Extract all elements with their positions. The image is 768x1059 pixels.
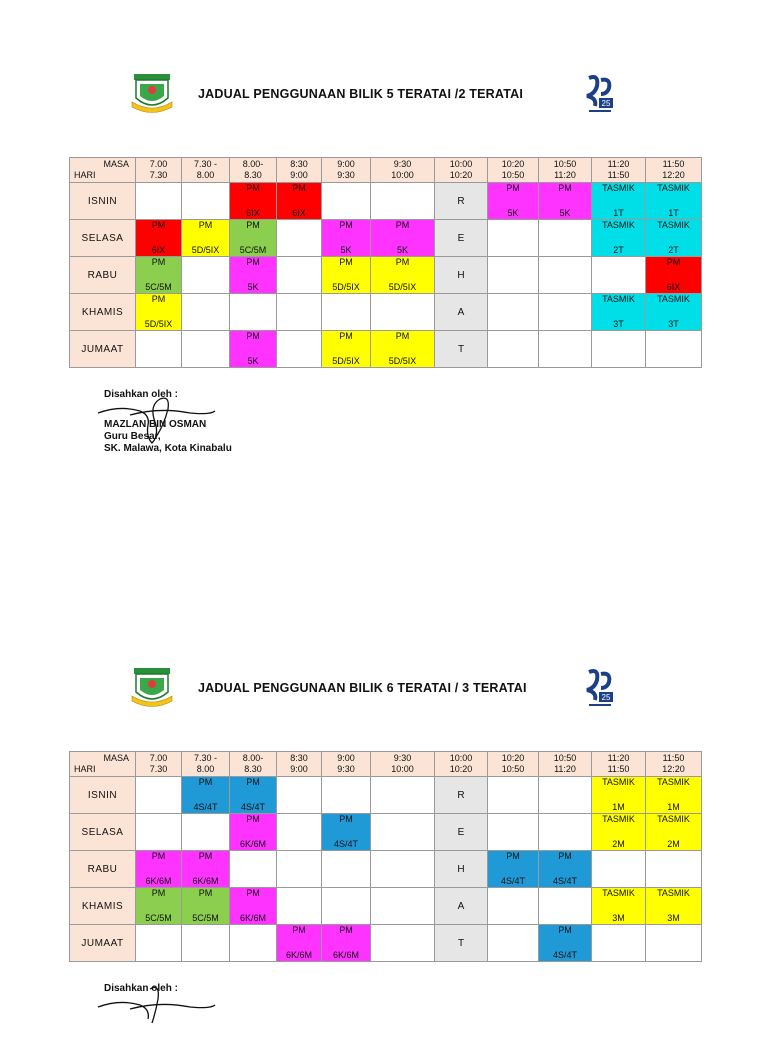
table-row <box>70 888 702 925</box>
class-slot <box>230 814 277 851</box>
empty-slot <box>322 851 371 888</box>
day-label: JUMAAT <box>70 331 136 368</box>
time-slot-header: 8.00- 8.30 <box>230 752 277 777</box>
class-label: 4S/4T <box>500 876 525 886</box>
class-label: 6IX <box>246 208 260 218</box>
empty-slot <box>277 220 322 257</box>
class-slot <box>322 220 371 257</box>
day-label: ISNIN <box>70 777 136 814</box>
time-slot-header: 11:20 11:50 <box>592 158 646 183</box>
rehat-cell: E <box>435 814 488 851</box>
empty-slot <box>277 777 322 814</box>
time-slot-header: 8:30 9:00 <box>277 158 322 183</box>
empty-slot <box>322 777 371 814</box>
subject-label: PM <box>246 331 260 341</box>
time-slot-header: 10:20 10:50 <box>488 752 539 777</box>
subject-label: PM <box>558 183 572 193</box>
empty-slot <box>539 888 592 925</box>
class-label: 6IX <box>666 282 681 292</box>
class-label: 5C/5M <box>145 913 172 923</box>
subject-label: PM <box>198 220 213 230</box>
time-slot-header: 11:20 11:50 <box>592 752 646 777</box>
empty-slot <box>230 294 277 331</box>
class-slot <box>371 257 435 294</box>
class-slot <box>646 220 702 257</box>
empty-slot <box>182 294 230 331</box>
class-slot <box>592 294 646 331</box>
class-slot <box>277 183 322 220</box>
rehat-cell: R <box>435 183 488 220</box>
class-slot <box>371 220 435 257</box>
subject-label: PM <box>506 183 520 193</box>
table-row <box>70 925 702 962</box>
day-label: SELASA <box>70 814 136 851</box>
subject-label: TASMIK <box>657 814 690 824</box>
subject-label: TASMIK <box>657 777 690 787</box>
class-label: 6K/6M <box>239 839 266 849</box>
subject-label: PM <box>339 220 353 230</box>
subject-label: PM <box>198 888 213 898</box>
rehat-cell: H <box>435 257 488 294</box>
empty-slot <box>182 814 230 851</box>
subject-label: PM <box>151 257 166 267</box>
empty-slot <box>539 294 592 331</box>
hari-label: HARI <box>74 764 96 774</box>
class-label: 1M <box>612 802 625 812</box>
table-row <box>70 851 702 888</box>
subject-label: PM <box>395 331 410 341</box>
corner-header <box>70 752 136 777</box>
class-label: 2T <box>613 245 624 255</box>
masa-label: MASA <box>103 753 129 763</box>
schedule-title: JADUAL PENGGUNAAN BILIK 6 TERATAI / 3 TERATAI <box>198 681 527 695</box>
class-label: 5D/5IX <box>332 282 360 292</box>
class-slot <box>182 777 230 814</box>
class-slot <box>230 888 277 925</box>
time-slot-header: 9:00 9:30 <box>322 158 371 183</box>
subject-label: TASMIK <box>602 777 635 787</box>
empty-slot <box>488 888 539 925</box>
subject-label: PM <box>246 777 260 787</box>
empty-slot <box>488 925 539 962</box>
class-label: 6IX <box>151 245 166 255</box>
empty-slot <box>646 331 702 368</box>
empty-slot <box>592 257 646 294</box>
empty-slot <box>592 925 646 962</box>
class-slot <box>136 851 182 888</box>
empty-slot <box>277 851 322 888</box>
class-slot <box>488 183 539 220</box>
empty-slot <box>277 888 322 925</box>
empty-slot <box>277 257 322 294</box>
class-slot <box>592 183 646 220</box>
class-label: 2T <box>668 245 679 255</box>
time-slot-header: 9:30 10:00 <box>371 752 435 777</box>
empty-slot <box>539 814 592 851</box>
subject-label: PM <box>246 888 260 898</box>
empty-slot <box>371 888 435 925</box>
school-crest-logo <box>130 72 174 116</box>
rehat-cell: R <box>435 777 488 814</box>
class-slot <box>646 888 702 925</box>
empty-slot <box>322 294 371 331</box>
time-slot-header: 7.00 7.30 <box>136 158 182 183</box>
empty-slot <box>592 331 646 368</box>
subject-label: PM <box>395 220 410 230</box>
time-slot-header: 7.30 - 8.00 <box>182 752 230 777</box>
empty-slot <box>136 814 182 851</box>
empty-slot <box>592 851 646 888</box>
class-label: 1M <box>667 802 680 812</box>
anniversary-25-logo <box>583 72 617 116</box>
subject-label: PM <box>558 851 572 861</box>
class-slot <box>646 257 702 294</box>
class-label: 3T <box>613 319 624 329</box>
subject-label: PM <box>246 814 260 824</box>
empty-slot <box>182 257 230 294</box>
rehat-cell: A <box>435 888 488 925</box>
rehat-cell: A <box>435 294 488 331</box>
empty-slot <box>136 925 182 962</box>
class-label: 4S/4T <box>552 876 577 886</box>
class-slot <box>539 851 592 888</box>
empty-slot <box>539 220 592 257</box>
day-label: SELASA <box>70 220 136 257</box>
class-label: 6IX <box>292 208 306 218</box>
class-slot <box>646 777 702 814</box>
day-label: KHAMIS <box>70 294 136 331</box>
class-label: 6K/6M <box>332 950 359 960</box>
time-slot-header: 10:20 10:50 <box>488 158 539 183</box>
day-label: RABU <box>70 257 136 294</box>
class-slot <box>592 777 646 814</box>
subject-label: PM <box>666 257 681 267</box>
time-slot-header: 10:50 11:20 <box>539 158 592 183</box>
subject-label: PM <box>198 777 213 787</box>
subject-label: PM <box>292 183 306 193</box>
class-label: 5D/5IX <box>332 356 360 366</box>
time-slot-header: 10:00 10:20 <box>435 752 488 777</box>
subject-label: TASMIK <box>657 294 690 304</box>
class-label: 3M <box>667 913 680 923</box>
subject-label: TASMIK <box>602 294 635 304</box>
day-label: JUMAAT <box>70 925 136 962</box>
subject-label: PM <box>151 888 166 898</box>
class-slot <box>488 851 539 888</box>
svg-text:25: 25 <box>601 99 611 108</box>
time-slot-header: 8.00- 8.30 <box>230 158 277 183</box>
class-slot <box>539 925 592 962</box>
class-slot <box>230 220 277 257</box>
class-label: 6K/6M <box>285 950 312 960</box>
subject-label: PM <box>339 925 353 935</box>
time-slot-header: 11:50 12:20 <box>646 752 702 777</box>
empty-slot <box>182 925 230 962</box>
subject-label: TASMIK <box>657 220 690 230</box>
signature-block <box>104 983 178 995</box>
class-slot <box>592 814 646 851</box>
corner-header <box>70 158 136 183</box>
class-label: 5K <box>247 356 259 366</box>
class-slot <box>646 183 702 220</box>
empty-slot <box>136 183 182 220</box>
class-slot <box>592 888 646 925</box>
class-slot <box>230 777 277 814</box>
class-slot <box>230 183 277 220</box>
empty-slot <box>539 257 592 294</box>
class-label: 5C/5M <box>145 282 172 292</box>
empty-slot <box>371 294 435 331</box>
class-label: 3T <box>668 319 679 329</box>
subject-label: PM <box>151 220 166 230</box>
table-row <box>70 777 702 814</box>
class-label: 6K/6M <box>145 876 172 886</box>
empty-slot <box>230 851 277 888</box>
subject-label: PM <box>339 331 353 341</box>
empty-slot <box>277 331 322 368</box>
hari-label: HARI <box>74 170 96 180</box>
time-slot-header: 10:00 10:20 <box>435 158 488 183</box>
class-label: 3M <box>612 913 625 923</box>
class-label: 2M <box>667 839 680 849</box>
header-row <box>70 752 702 777</box>
class-slot <box>182 888 230 925</box>
time-slot-header: 7.00 7.30 <box>136 752 182 777</box>
empty-slot <box>371 183 435 220</box>
subject-label: PM <box>395 257 410 267</box>
approved-by-label: Disahkan oleh : <box>104 983 178 994</box>
table-row <box>70 220 702 257</box>
subject-label: PM <box>246 257 260 267</box>
subject-label: TASMIK <box>602 183 635 193</box>
subject-label: PM <box>151 294 166 304</box>
empty-slot <box>539 777 592 814</box>
time-slot-header: 10:50 11:20 <box>539 752 592 777</box>
class-label: 5K <box>340 245 352 255</box>
class-label: 5C/5M <box>239 245 267 255</box>
subject-label: PM <box>506 851 520 861</box>
class-slot <box>322 331 371 368</box>
empty-slot <box>646 851 702 888</box>
school-name: SK. Malawa, Kota Kinabalu <box>104 443 232 454</box>
table-row <box>70 814 702 851</box>
class-label: 4S/4T <box>333 839 358 849</box>
table-row <box>70 294 702 331</box>
time-slot-header: 9:30 10:00 <box>371 158 435 183</box>
class-slot <box>646 294 702 331</box>
empty-slot <box>539 331 592 368</box>
subject-label: TASMIK <box>602 220 635 230</box>
class-label: 1T <box>668 208 679 218</box>
timetable <box>69 751 702 962</box>
principal-position: Guru Besar, <box>104 431 161 442</box>
class-slot <box>322 257 371 294</box>
class-label: 6K/6M <box>239 913 266 923</box>
class-label: 5K <box>507 208 519 218</box>
class-slot <box>371 331 435 368</box>
class-slot <box>592 220 646 257</box>
class-slot <box>646 814 702 851</box>
masa-label: MASA <box>103 159 129 169</box>
time-slot-header: 9:00 9:30 <box>322 752 371 777</box>
rehat-cell: E <box>435 220 488 257</box>
empty-slot <box>322 183 371 220</box>
class-slot <box>539 183 592 220</box>
class-slot <box>136 220 182 257</box>
time-slot-header: 11:50 12:20 <box>646 158 702 183</box>
empty-slot <box>371 925 435 962</box>
day-label: KHAMIS <box>70 888 136 925</box>
subject-label: TASMIK <box>602 888 635 898</box>
class-slot <box>136 257 182 294</box>
class-label: 5D/5IX <box>388 282 417 292</box>
subject-label: TASMIK <box>602 814 635 824</box>
rehat-cell: H <box>435 851 488 888</box>
class-slot <box>322 814 371 851</box>
class-slot <box>230 257 277 294</box>
class-slot <box>322 925 371 962</box>
table-row <box>70 183 702 220</box>
class-label: 6K/6M <box>192 876 219 886</box>
class-slot <box>182 220 230 257</box>
class-label: 5K <box>396 245 408 255</box>
header-row <box>70 158 702 183</box>
class-slot <box>136 294 182 331</box>
class-slot <box>182 851 230 888</box>
subject-label: PM <box>339 257 353 267</box>
anniversary-25-logo <box>583 666 617 710</box>
class-label: 5C/5M <box>192 913 219 923</box>
empty-slot <box>230 925 277 962</box>
principal-name: MAZLAN BIN OSMAN <box>104 419 207 430</box>
class-label: 4S/4T <box>552 950 577 960</box>
empty-slot <box>488 777 539 814</box>
class-label: 5D/5IX <box>144 319 173 329</box>
time-slot-header: 8:30 9:00 <box>277 752 322 777</box>
empty-slot <box>371 851 435 888</box>
empty-slot <box>488 257 539 294</box>
empty-slot <box>182 183 230 220</box>
school-crest-logo <box>130 666 174 710</box>
empty-slot <box>646 925 702 962</box>
empty-slot <box>488 220 539 257</box>
class-slot <box>277 925 322 962</box>
subject-label: PM <box>246 220 260 230</box>
subject-label: PM <box>198 851 213 861</box>
subject-label: PM <box>339 814 353 824</box>
approved-by-label: Disahkan oleh : <box>104 389 178 400</box>
empty-slot <box>488 331 539 368</box>
timetable <box>69 157 702 368</box>
rehat-cell: T <box>435 925 488 962</box>
class-label: 5D/5IX <box>388 356 417 366</box>
subject-label: TASMIK <box>657 888 690 898</box>
class-label: 4S/4T <box>240 802 265 812</box>
signature-block <box>104 389 232 455</box>
schedule-title: JADUAL PENGGUNAAN BILIK 5 TERATAI /2 TERATAI <box>198 87 524 101</box>
class-label: 2M <box>612 839 625 849</box>
table-row <box>70 331 702 368</box>
subject-label: TASMIK <box>657 183 690 193</box>
empty-slot <box>136 777 182 814</box>
empty-slot <box>371 814 435 851</box>
subject-label: PM <box>558 925 572 935</box>
empty-slot <box>182 331 230 368</box>
class-label: 1T <box>613 208 624 218</box>
subject-label: PM <box>246 183 260 193</box>
class-slot <box>230 331 277 368</box>
subject-label: PM <box>151 851 166 861</box>
class-slot <box>136 888 182 925</box>
class-label: 5K <box>559 208 571 218</box>
rehat-cell: T <box>435 331 488 368</box>
empty-slot <box>277 814 322 851</box>
class-label: 5K <box>247 282 259 292</box>
empty-slot <box>322 888 371 925</box>
svg-text:25: 25 <box>601 693 611 702</box>
day-label: RABU <box>70 851 136 888</box>
day-label: ISNIN <box>70 183 136 220</box>
class-label: 4S/4T <box>193 802 218 812</box>
empty-slot <box>371 777 435 814</box>
class-label: 5D/5IX <box>191 245 220 255</box>
time-slot-header: 7.30 - 8.00 <box>182 158 230 183</box>
empty-slot <box>136 331 182 368</box>
empty-slot <box>277 294 322 331</box>
table-row <box>70 257 702 294</box>
subject-label: PM <box>292 925 306 935</box>
empty-slot <box>488 814 539 851</box>
empty-slot <box>488 294 539 331</box>
